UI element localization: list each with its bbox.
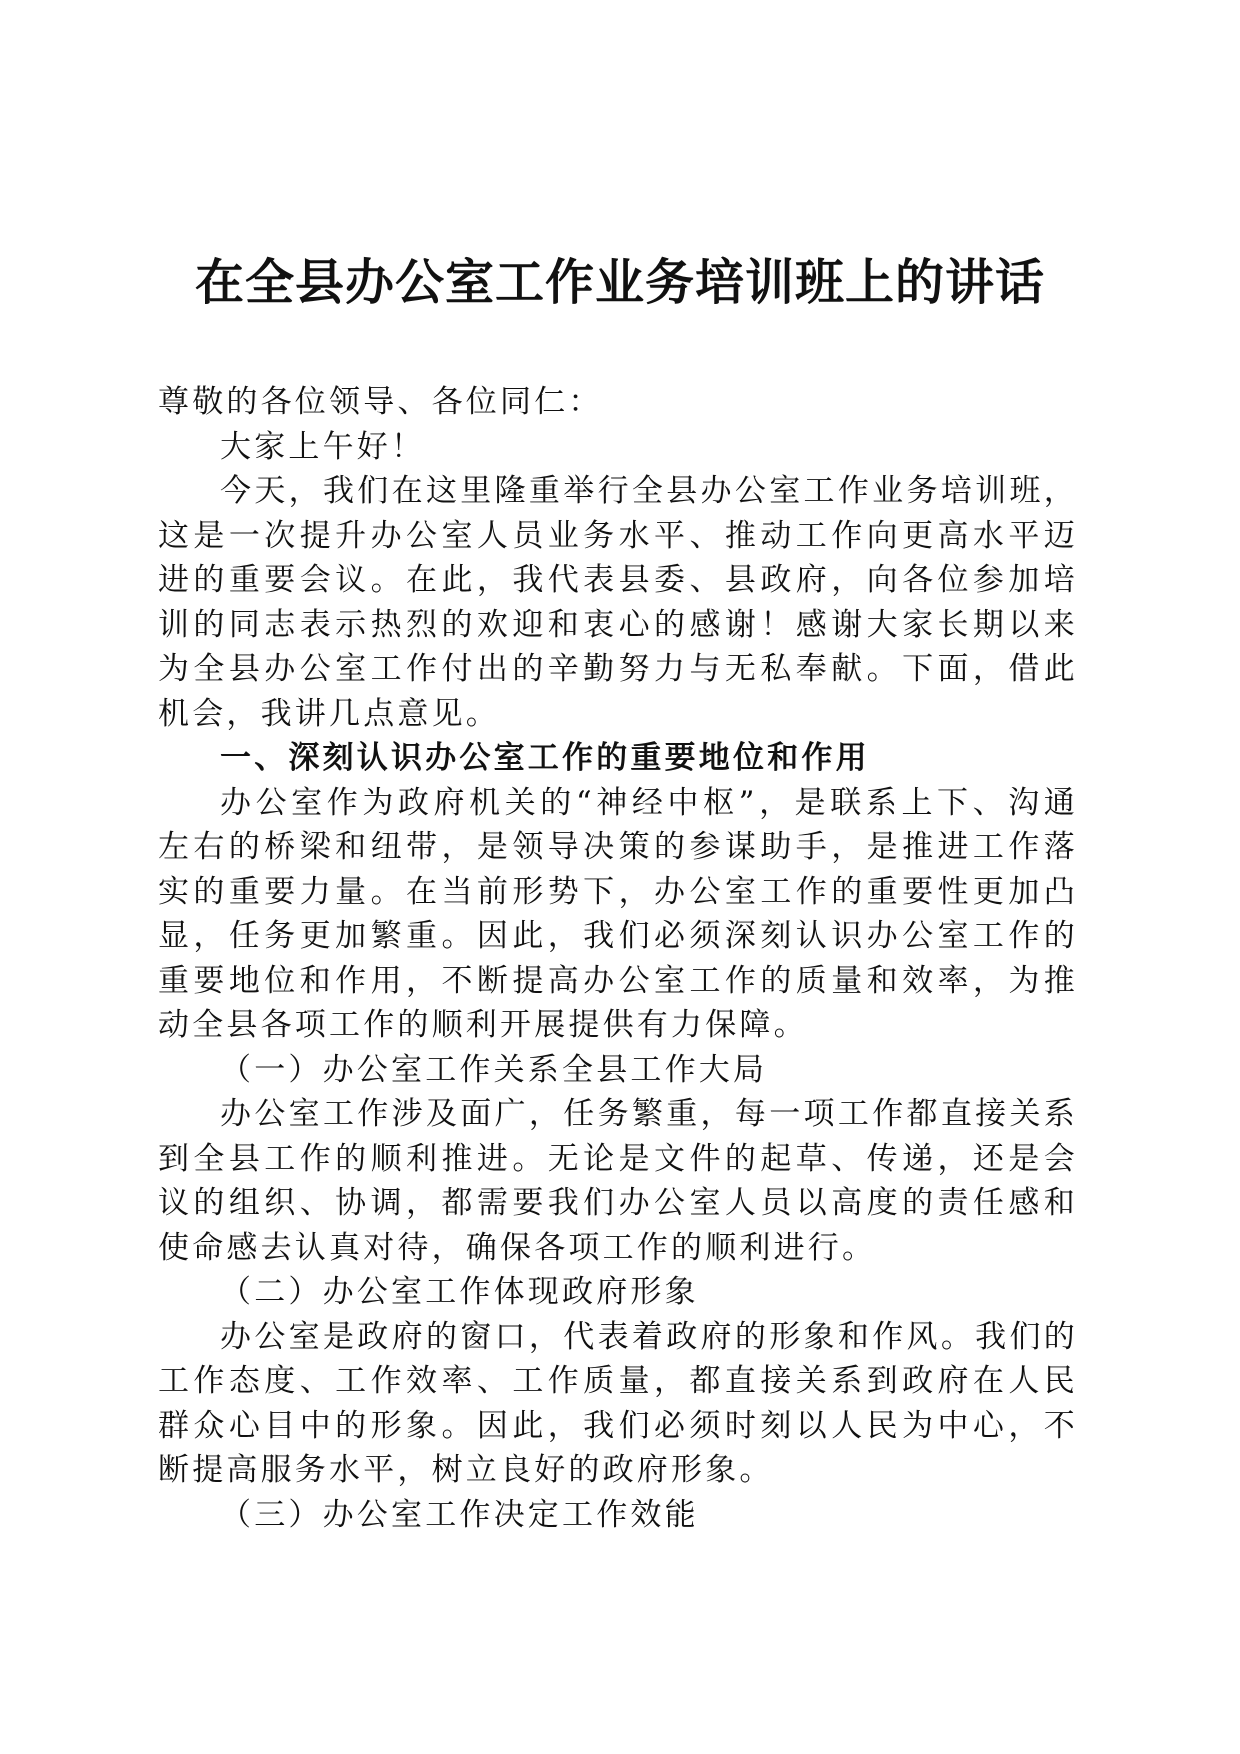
subsection-1-heading: （一）办公室工作关系全县工作大局 — [220, 1051, 768, 1088]
document-title: 在全县办公室工作业务培训班上的讲话 — [194, 253, 1045, 311]
section-1-paragraph: 办公室作为政府机关的“神经中枢”，是联系上下、沟通左右的桥梁和纽带，是领导决策的参谋助手，是推进工作落实的重要力量。在当前形势下，办公室工作的重要性更加凸显，任务更加繁重。因此，我们必须深刻认识办公室工作的重要地位和作用，不断提高办公室工作的质量和效率，为推动全县各项工作的顺利开展提供有力保障。 — [158, 784, 1078, 1043]
greeting: 大家上午好！ — [220, 428, 426, 465]
subsection-2-heading: （二）办公室工作体现政府形象 — [220, 1274, 699, 1310]
subsection-2-paragraph: 办公室是政府的窗口，代表着政府的形象和作风。我们的工作态度、工作效率、工作质量，都直接关系到政府在人民群众心目中的形象。因此，我们必须时刻以人民为中心，不断提高服务水平，树立良好的政府形象。 — [158, 1318, 1078, 1488]
intro-paragraph: 今天，我们在这里隆重举行全县办公室工作业务培训班，这是一次提升办公室人员业务水平、推动工作向更高水平迈进的重要会议。在此，我代表县委、县政府，向各位参加培训的同志表示热烈的欢迎和衷心的感谢！感谢大家长期以来为全县办公室工作付出的辛勤努力与无私奉献。下面，借此机会，我讲几点意见。 — [158, 473, 1078, 732]
subsection-1-paragraph: 办公室工作涉及面广，任务繁重，每一项工作都直接关系到全县工作的顺利推进。无论是文件的起草、传递，还是会议的组织、协调，都需要我们办公室人员以高度的责任感和使命感去认真对待，确保各项工作的顺利进行。 — [158, 1096, 1078, 1266]
document-body — [158, 380, 1078, 1537]
section-1-heading: 一、深刻认识办公室工作的重要地位和作用 — [220, 740, 870, 776]
salutation: 尊敬的各位领导、各位同仁： — [158, 384, 603, 420]
subsection-3-heading: （三）办公室工作决定工作效能 — [220, 1496, 699, 1533]
